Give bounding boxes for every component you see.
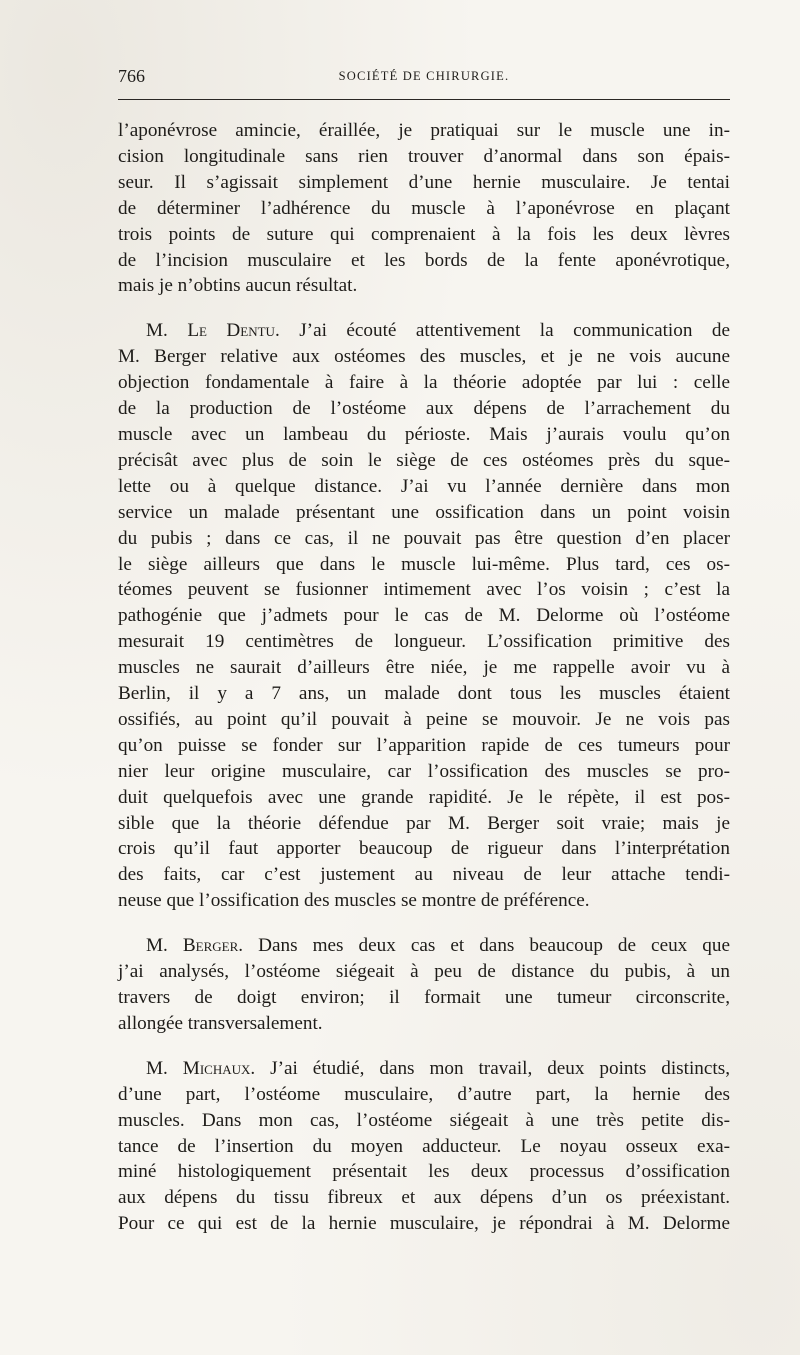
page-number: 766	[118, 66, 145, 86]
text-line: mesurait 19 centimètres de longueur. L’ossification primitive des	[118, 631, 730, 653]
text-line: j’ai analysés, l’ostéome siégeait à peu de distance du pubis, à un	[118, 961, 730, 983]
text-line: allongée transversalement.	[118, 1012, 323, 1034]
body-text	[118, 118, 730, 1237]
speaker-name: M. Berger.	[146, 935, 244, 957]
text-line: d’une part, l’ostéome musculaire, d’autre part, la hernie des	[118, 1083, 730, 1105]
text-line: duit quelquefois avec une grande rapidité. Je le répète, il est pos-	[118, 786, 730, 808]
paragraph-michaux	[118, 1056, 730, 1237]
speaker-name: M. Michaux.	[146, 1057, 256, 1079]
text-line: Pour ce qui est de la hernie musculaire, je répondrai à M. Delorme	[118, 1213, 730, 1235]
text-line: le siège ailleurs que dans le muscle lui-même. Plus tard, ces os-	[118, 553, 730, 575]
text-line: mais je n’obtins aucun résultat.	[118, 275, 358, 297]
text-line: muscle avec un lambeau du périoste. Mais j’aurais voulu qu’on	[118, 423, 730, 445]
text-fragment: Dans mes deux cas et dans beaucoup de ceux que	[258, 935, 730, 957]
text-line: travers de doigt environ; il formait une tumeur circonscrite,	[118, 987, 730, 1008]
text-line: neuse que l’ossification des muscles se montre de préférence.	[118, 890, 590, 912]
text-fragment: J’ai étudié, dans mon travail, deux points distincts,	[270, 1057, 731, 1079]
text-line: objection fondamentale à faire à la théorie adoptée par lui : celle	[118, 372, 730, 394]
header-rule	[118, 99, 730, 100]
text-line: M. Berger relative aux ostéomes des muscles, et je ne vois aucune	[118, 346, 730, 368]
paragraph-le-dentu	[118, 318, 730, 914]
text-line: nier leur origine musculaire, car l’ossification des muscles se pro-	[118, 760, 730, 782]
text-line: muscles. Dans mon cas, l’ostéome siégeait à une très petite dis-	[118, 1109, 730, 1131]
text-line: muscles ne saurait d’ailleurs être niée, je me rappelle avoir vu à	[118, 657, 730, 679]
text-line: tance de l’insertion du moyen adducteur. Le noyau osseux exa-	[118, 1135, 730, 1157]
text-line: qu’on puisse se fonder sur l’apparition rapide de ces tumeurs pour	[118, 734, 730, 756]
text-line: ossifiés, au point qu’il pouvait à peine se mouvoir. Je ne vois pas	[118, 708, 730, 730]
text-line: de l’incision musculaire et les bords de la fente aponévrotique,	[118, 249, 730, 271]
text-line: précisât avec plus de soin le siège de ces ostéomes près du sque-	[118, 449, 730, 471]
speaker-name: M. Le Dentu.	[146, 320, 280, 342]
text-line: de déterminer l’adhérence du muscle à l’aponévrose en plaçant	[118, 197, 730, 219]
text-line: du pubis ; dans ce cas, il ne pouvait pas être question d’en placer	[118, 527, 730, 549]
text-line: aux dépens du tissu fibreux et aux dépens d’un os préexistant.	[118, 1187, 730, 1209]
text-line	[118, 933, 730, 959]
text-fragment: J’ai écouté attentivement la communication de	[299, 320, 731, 342]
text-line: service un malade présentant une ossification dans un point voisin	[118, 501, 730, 523]
running-head: SOCIÉTÉ DE CHIRURGIE.	[338, 69, 510, 83]
text-line: l’aponévrose amincie, éraillée, je pratiquai sur le muscle une in-	[118, 120, 730, 141]
paragraph-berger	[118, 933, 730, 1037]
page-header	[118, 66, 730, 92]
text-line: sible que la théorie défendue par M. Berger soit vraie; mais je	[118, 812, 730, 834]
text-line: pathogénie que j’admets pour le cas de M. Delorme où l’ostéome	[118, 605, 730, 627]
text-line: téomes peuvent se fusionner intimement avec l’os voisin ; c’est la	[118, 579, 730, 601]
paragraph-continuation	[118, 118, 730, 299]
text-line	[118, 318, 730, 344]
text-line: trois points de suture qui comprenaient à la fois les deux lèvres	[118, 223, 730, 245]
text-line: des faits, car c’est justement au niveau de leur attache tendi-	[118, 864, 730, 886]
text-line: miné histologiquement présentait les deux processus d’ossification	[118, 1161, 730, 1183]
text-line: Berlin, il y a 7 ans, un malade dont tous les muscles étaient	[118, 683, 730, 705]
text-line: de la production de l’ostéome aux dépens de l’arrachement du	[118, 398, 730, 420]
text-line: crois qu’il faut apporter beaucoup de rigueur dans l’interprétation	[118, 838, 730, 860]
text-line: seur. Il s’agissait simplement d’une hernie musculaire. Je tentai	[118, 171, 730, 193]
text-line: lette ou à quelque distance. J’ai vu l’année dernière dans mon	[118, 475, 730, 497]
text-line: cision longitudinale sans rien trouver d’anormal dans son épais-	[118, 145, 730, 167]
text-line	[118, 1056, 730, 1082]
